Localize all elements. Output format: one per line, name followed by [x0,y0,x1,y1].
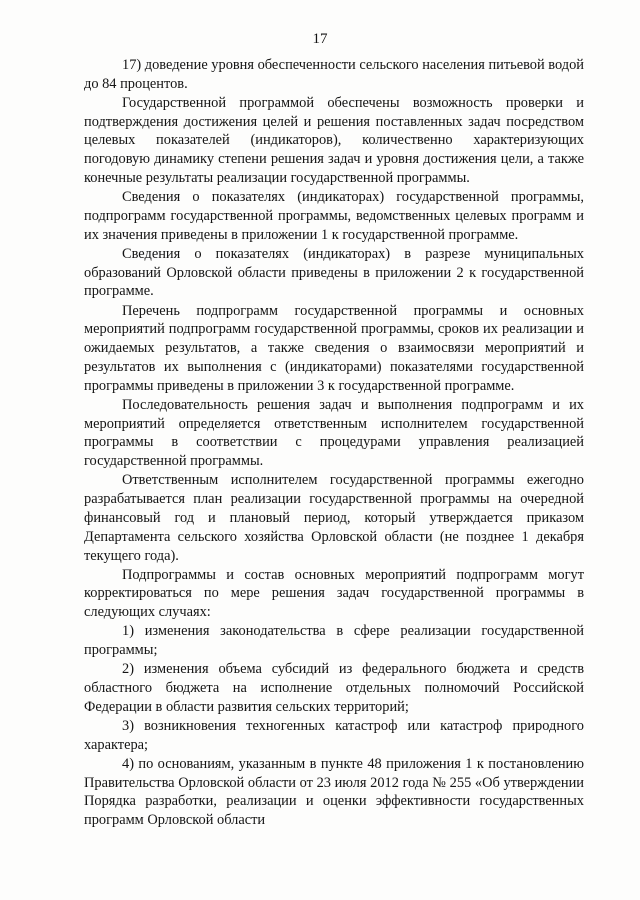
paragraph-adjustment-cases: Подпрограммы и состав основных мероприятий подпрограмм могут корректироваться по мере решения задач государственной программы в следующих случаях: [84,566,584,621]
page-number: 17 [312,31,328,47]
list-item-1: 1) изменения законодательства в сфере реализации государственной программы; [84,623,584,659]
list-item-4: 4) по основаниям, указанным в пункте 48 приложения 1 к постановлению Правительства Орловской области от 23 июля 2012 года № 255 «Об утверждении Порядка разработки, реализации и оценки эффективности государственных программ Орловской области [84,755,584,829]
paragraph-appendix-1: Сведения о показателях (индикаторах) государственной программы, подпрограмм государственной программы, ведомственных целевых программ и их значения приведены в приложении 1 к государственной программе. [84,189,584,243]
list-item-2: 2) изменения объема субсидий из федерального бюджета и средств областного бюджета на исполнение отдельных полномочий Российской Федерации в области развития сельских территорий; [84,661,584,715]
list-item-3: 3) возникновения техногенных катастроф или катастроф природного характера; [84,717,584,753]
paragraph-appendix-2: Сведения о показателях (индикаторах) в разрезе муниципальных образований Орловской области приведены в приложении 2 к государственной программе. [84,245,584,300]
paragraph-sequence: Последовательность решения задач и выполнения подпрограмм и их мероприятий определяется ответственным исполнителем государственной программы в соответствии с процедурами управления реализацией государственной программы. [84,396,584,470]
document-body [84,56,584,830]
paragraph-target-indicators: Государственной программой обеспечены возможность проверки и подтверждения достижения целей и решения поставленных задач посредством целевых показателей (индикаторов), количественно характеризующих погодовую динамику степени решения задач и уровня достижения цели, а также конечные результаты реализации государственной программы. [84,94,584,187]
paragraph-annual-plan: Ответственным исполнителем государственной программы ежегодно разрабатывается план реализации государственной программы на очередной финансовый год и плановый период, который утверждается приказом Департамента сельского хозяйства Орловской области (не позднее 1 декабря текущего года). [84,472,584,564]
paragraph-item-17: 17) доведение уровня обеспеченности сельского населения питьевой водой до 84 процентов. [84,57,584,92]
paragraph-appendix-3: Перечень подпрограмм государственной программы и основных мероприятий подпрограмм государственной программы, сроков их реализации и ожидаемых результатов, а также сведения о взаимосвязи мероприятий и результатов их выполнения с (индикаторами) показателями государственной программы приведены в приложении 3 к государственной программе. [84,302,584,394]
